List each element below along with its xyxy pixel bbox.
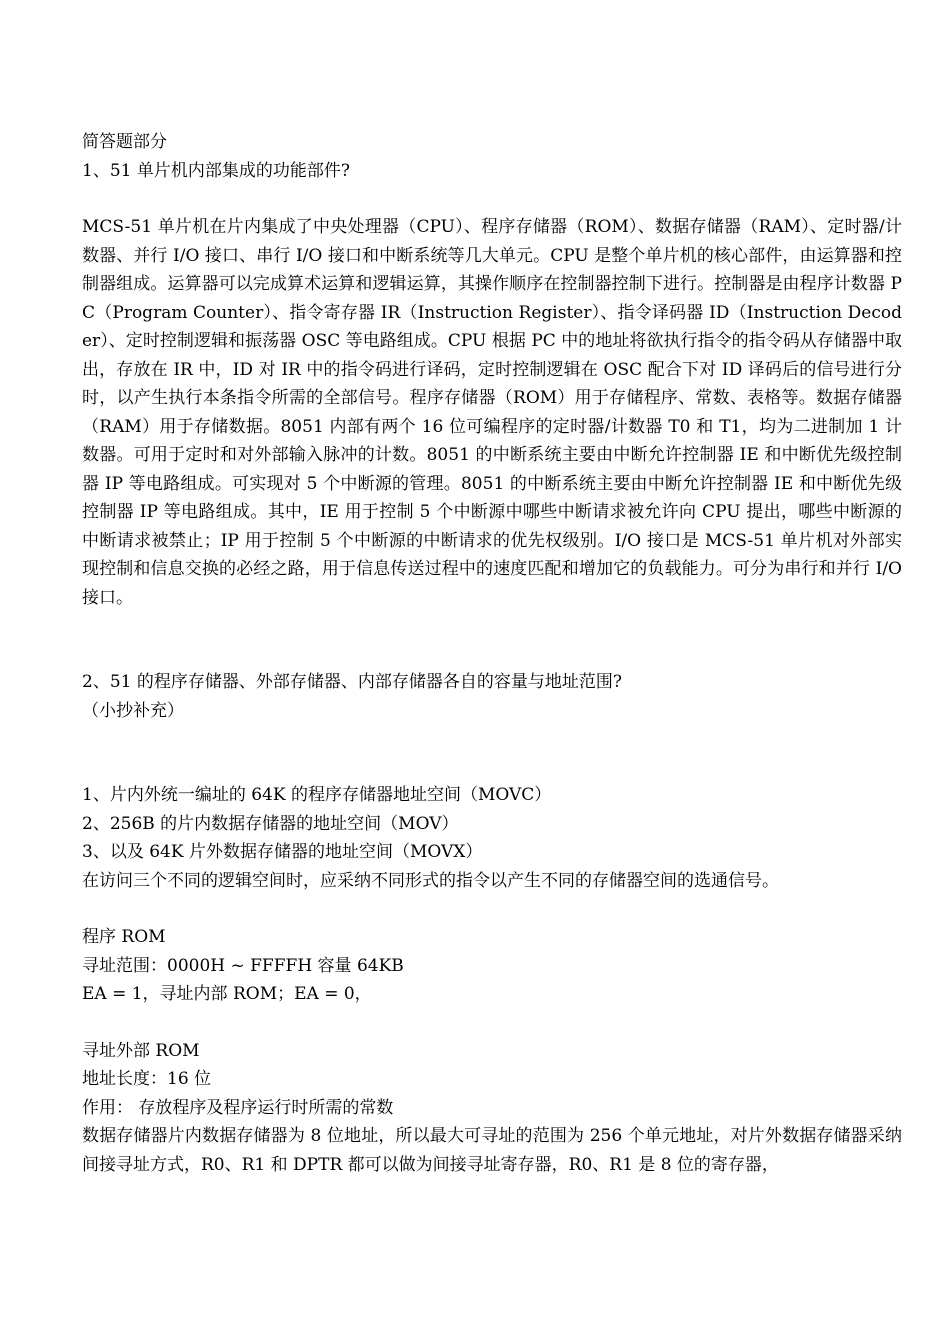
summary-line: 在访问三个不同的逻辑空间时，应采纳不同形式的指令以产生不同的存储器空间的选通信号。	[82, 870, 779, 891]
list-item: 1、片内外统一编址的 64K 的程序存储器地址空间（MOVC）	[82, 785, 552, 805]
usage-line: 作用： 存放程序及程序运行时所需的常数	[82, 1097, 394, 1118]
question-1: 1、51 单片机内部集成的功能部件?	[82, 160, 350, 181]
question-2: 2、51 的程序存储器、外部存储器、内部存储器各自的容量与地址范围?	[82, 672, 622, 692]
list-item: 2、256B 的片内数据存储器的地址空间（MOV）	[82, 813, 459, 834]
spacer	[82, 725, 902, 781]
ram-paragraph: 数据存储器片内数据存储器为 8 位地址，所以最大可寻址的范围为 256 个单元地址，对片外数据存储器采纳间接寻址方式，R0、R1 和 DPTR 都可以做为间接寻址寄存器，R0、R1 是 8 位的寄存器，	[82, 1126, 902, 1175]
external-rom-title: 寻址外部 ROM	[82, 1040, 200, 1061]
spacer	[82, 185, 902, 213]
rom-title: 程序 ROM	[82, 927, 166, 947]
spacer	[82, 1009, 902, 1037]
address-length: 地址长度：16 位	[82, 1069, 212, 1089]
rom-range: 寻址范围：0000H ~ FFFFH 容量 64KB	[82, 955, 404, 976]
answer-1-paragraph: MCS-51 单片机在片内集成了中央处理器（CPU）、程序存储器（ROM）、数据存储器（RAM）、定时器/计数器、并行 I/O 接口、串行 I/O 接口和中断系统等几大单元。CPU 是整个单片机的核心部件，由运算器和控制器组成。运算器可以完成算术运算和逻辑运算，其操作顺序在控制器控制下进行。控制器是由程序计数器 PC（Program Counter）、指令寄存器 IR（Instruction Register）、指令译码器 ID（Instruction Decoder）、定时控制逻辑和振荡器 OSC 等电路组成。CPU 根据 PC 中的地址将欲执行指令的指令码从存储器中取出，存放在 IR 中，ID 对 IR 中的指令码进行译码，定时控制逻辑在 OSC 配合下对 ID 译码后的信号进行分时，以产生执行本条指令所需的全部信号。程序存储器（ROM）用于存储程序、常数、表格等。数据存储器（RAM）用于存储数据。8051 内部有两个 16 位可编程序的定时器/计数器 T0 和 T1，均为二进制加 1 计数器。可用于定时和对外部输入脉冲的计数。8051 的中断系统主要由中断允许控制器 IE 和中断优先级控制器 IP 等电路组成。可实现对 5 个中断源的管理。8051 的中断系统主要由中断允许控制器 IE 和中断优先级控制器 IP 等电路组成。其中，IE 用于控制 5 个中断源中哪些中断请求被允许向 CPU 提出，哪些中断源的中断请求被禁止；IP 用于控制 5 个中断源的中断请求的优先权级别。I/O 接口是 MCS-51 单片机对外部实现控制和信息交换的必经之路，用于信息传送过程中的速度匹配和增加它的负载能力。可分为串行和并行 I/O 接口。	[82, 217, 902, 608]
section-title: 简答题部分	[82, 132, 167, 152]
question-2-note: （小抄补充）	[82, 700, 184, 721]
list-item: 3、以及 64K 片外数据存储器的地址空间（MOVX）	[82, 842, 483, 862]
rom-ea: EA = 1，寻址内部 ROM；EA = 0，	[82, 984, 372, 1004]
spacer	[82, 612, 902, 668]
spacer	[82, 895, 902, 923]
